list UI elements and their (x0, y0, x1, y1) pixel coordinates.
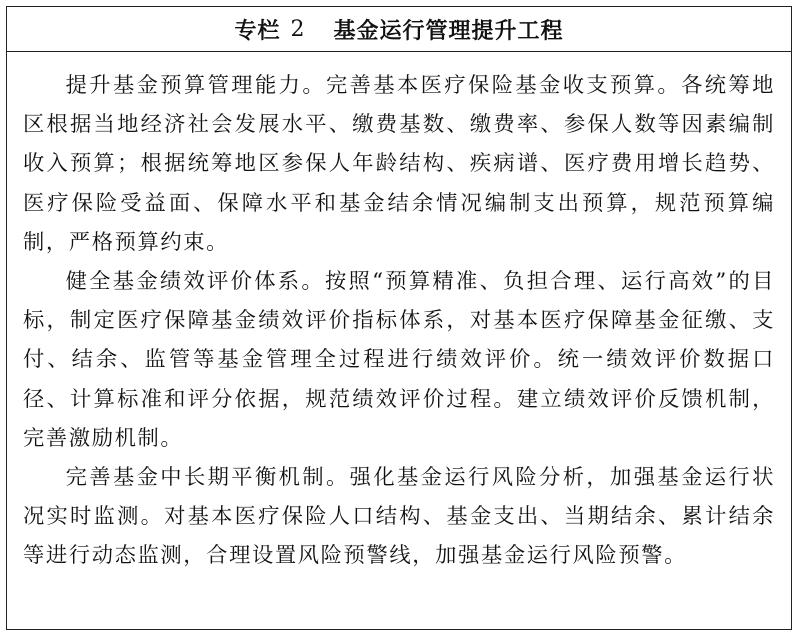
column-header (7, 7, 791, 52)
paragraph-long-term-balance: 完善基金中长期平衡机制。强化基金运行风险分析，加强基金运行状况实时监测。对基本医疗保险人口结构、基金支出、当期结余、累计结余等进行动态监测，合理设置风险预警线，加强基金运行风险预警。 (23, 465, 775, 569)
column-number: 2 (290, 16, 306, 42)
column-body (7, 52, 791, 576)
column-title: 基金运行管理提升工程 (333, 18, 564, 44)
paragraph-performance-evaluation: 健全基金绩效评价体系。按照“预算精准、负担合理、运行高效”的目标，制定医疗保障基金绩效评价指标体系，对基本医疗保障基金征缴、支付、结余、监管等基金管理全过程进行绩效评价。统一绩效评价数据口径、计算标准和评分依据，规范绩效评价过程。建立绩效评价反馈机制，完善激励机制。 (23, 269, 775, 451)
paragraph-budget-management: 提升基金预算管理能力。完善基本医疗保险基金收支预算。各统筹地区根据当地经济社会发展水平、缴费基数、缴费率、参保人数等因素编制收入预算；根据统筹地区参保人年龄结构、疾病谱、医疗费用增长趋势、医疗保险受益面、保障水平和基金结余情况编制支出预算，规范预算编制，严格预算约束。 (23, 73, 775, 255)
column-label: 专栏 (234, 18, 281, 44)
column-box (6, 6, 792, 630)
